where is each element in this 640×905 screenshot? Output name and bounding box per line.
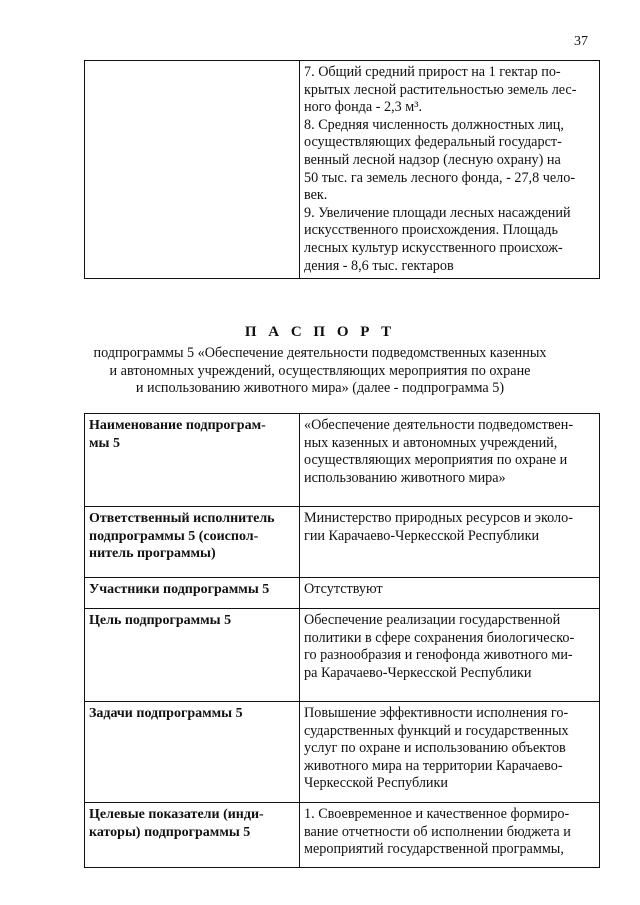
- row-label: Целевые показатели (инди- каторы) подпрограммы 5: [85, 803, 300, 868]
- row-label: Задачи подпрограммы 5: [85, 702, 300, 803]
- row-label: Участники подпрограммы 5: [85, 578, 300, 609]
- row-value: Отсутствуют: [300, 578, 600, 609]
- table-row: [85, 507, 600, 578]
- table-row: [85, 414, 600, 507]
- indicator-9: 9. Увеличение площади лесных насаждений искусственного происхождения. Площадь лесных культур искусственного происхож- дения - 8,6 тыс. гектаров: [304, 204, 571, 274]
- row-label: Наименование подпрограм- мы 5: [85, 414, 300, 507]
- indicator-8: 8. Средняя численность должностных лиц, осуществляющих федеральный государст- венный лесной надзор (лесную охрану) на 50 тыс. га земель лесного фонда, - 27,8 чело- век.: [304, 116, 576, 204]
- row-value: Министерство природных ресурсов и эколо- гии Карачаево-Черкесской Республики: [300, 507, 600, 578]
- empty-cell: [85, 61, 300, 279]
- continuation-table: [84, 60, 600, 279]
- table-row: [85, 803, 600, 868]
- table-row: [85, 609, 600, 702]
- row-label: Цель подпрограммы 5: [85, 609, 300, 702]
- passport-subtitle: подпрограммы 5 «Обеспечение деятельности подведомственных казенных и автономных учреждений, осуществляющих мероприятия по охране и использованию животного мира» (далее - подпрограмма 5): [93, 345, 547, 397]
- page-number: 37: [574, 34, 588, 49]
- row-label: Ответственный исполнитель подпрограммы 5 (соиспол- нитель программы): [85, 507, 300, 578]
- indicators-cell: [300, 61, 600, 279]
- table-row: [85, 702, 600, 803]
- passport-title: П А С П О Р Т: [244, 324, 396, 340]
- table-row: [85, 61, 600, 279]
- row-value: Повышение эффективности исполнения го- сударственных функций и государственных услуг по охране и использованию объектов животного мира на территории Карачаево- Черкесской Республики: [300, 702, 600, 803]
- passport-table: [84, 413, 600, 868]
- row-value: «Обеспечение деятельности подведомствен- ных казенных и автономных учреждений, осуществляющих мероприятия по охране и использованию животного мира»: [300, 414, 600, 507]
- row-value: 1. Своевременное и качественное формиро- вание отчетности об исполнении бюджета и мероприятий государственной программы,: [300, 803, 600, 868]
- indicator-7: 7. Общий средний прирост на 1 гектар по- крытых лесной растительностью земель лес- ного фонда - 2,3 м³.: [304, 64, 577, 116]
- table-row: [85, 578, 600, 609]
- row-value: Обеспечение реализации государственной политики в сфере сохранения биологическо- го разнообразия и генофонда животного ми- ра Карачаево-Черкесской Республики: [300, 609, 600, 702]
